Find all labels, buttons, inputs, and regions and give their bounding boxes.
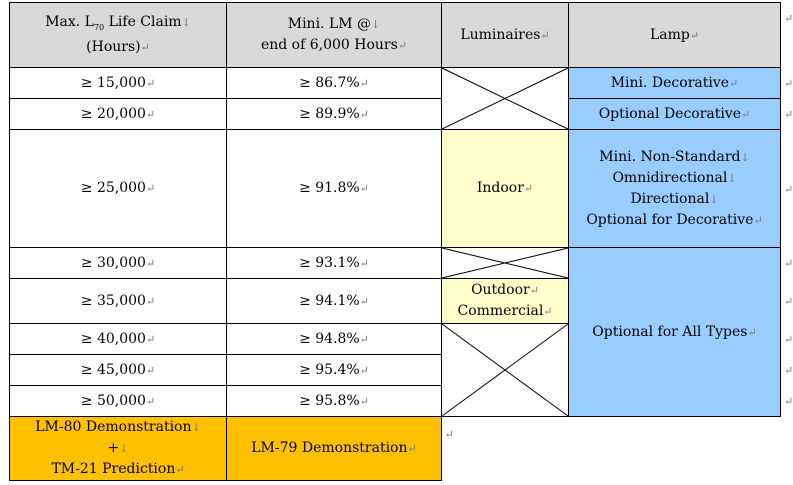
row-end-mark: ↵: [784, 295, 793, 308]
lm80-tm21-demonstration: LM-80 Demonstration↓ +↓ TM-21 Prediction↵: [10, 417, 227, 481]
row-end-mark: ↵: [784, 182, 793, 196]
row-end-mark: ↵: [784, 108, 793, 121]
header-lamp: Lamp↵: [569, 3, 781, 68]
row-end-mark: ↵: [784, 257, 793, 270]
row-end-mark: ↵: [784, 11, 793, 25]
lamp-mini-decorative: Mini. Decorative↵: [569, 68, 781, 99]
claim-cell: ≥ 30,000↵: [10, 248, 227, 279]
lm-cell: ≥ 86.7%↵: [227, 68, 442, 99]
cross-out-mark: [442, 68, 568, 129]
claim-cell: ≥ 50,000↵: [10, 386, 227, 417]
row-end-mark: ↵: [444, 427, 454, 441]
row-end-mark: ↵: [784, 395, 793, 408]
luminaires-indoor: Indoor↵: [442, 130, 569, 248]
lamp-all-types: Optional for All Types↵: [569, 248, 781, 417]
lm-cell: ≥ 95.8%↵: [227, 386, 442, 417]
lm-cell: ≥ 89.9%↵: [227, 99, 442, 130]
lm-cell: ≥ 91.8%↵: [227, 130, 442, 248]
lamp-optional-decorative: Optional Decorative↵: [569, 99, 781, 130]
header-luminaires: Luminaires↵: [442, 3, 569, 68]
cross-out-mark: [442, 248, 568, 278]
claim-cell: ≥ 40,000↵: [10, 324, 227, 355]
row-end-mark: ↵: [784, 77, 793, 90]
lm-cell: ≥ 94.8%↵: [227, 324, 442, 355]
header-life-claim: Max. $L_{70}$ Life Claim↓ (Hours)↵: [10, 3, 227, 68]
empty-cell: [569, 417, 781, 481]
lm-cell: ≥ 95.4%↵: [227, 355, 442, 386]
luminaires-outdoor-commercial: Outdoor↵ Commercial↵: [442, 279, 569, 324]
luminaires-not-applicable: [442, 324, 569, 417]
cross-out-mark: [442, 324, 568, 416]
lm-cell: ≥ 94.1%↵: [227, 279, 442, 324]
row-end-mark: ↵: [784, 364, 793, 377]
claim-cell: ≥ 45,000↵: [10, 355, 227, 386]
claim-cell: ≥ 15,000↵: [10, 68, 227, 99]
row-end-mark: ↵: [784, 333, 793, 346]
lm79-demonstration: LM-79 Demonstration↵: [227, 417, 442, 481]
empty-cell: [442, 417, 569, 481]
lamp-non-standard: Mini. Non-Standard↓ Omnidirectional↓ Directional↓ Optional for Decorative↵: [569, 130, 781, 248]
luminaires-not-applicable: [442, 68, 569, 130]
claim-cell: ≥ 35,000↵: [10, 279, 227, 324]
lm-requirements-table: [9, 2, 781, 481]
lm-cell: ≥ 93.1%↵: [227, 248, 442, 279]
luminaires-not-applicable: [442, 248, 569, 279]
claim-cell: ≥ 25,000↵: [10, 130, 227, 248]
header-min-lm: Mini. LM @↓ end of 6,000 Hours↵: [227, 3, 442, 68]
claim-cell: ≥ 20,000↵: [10, 99, 227, 130]
